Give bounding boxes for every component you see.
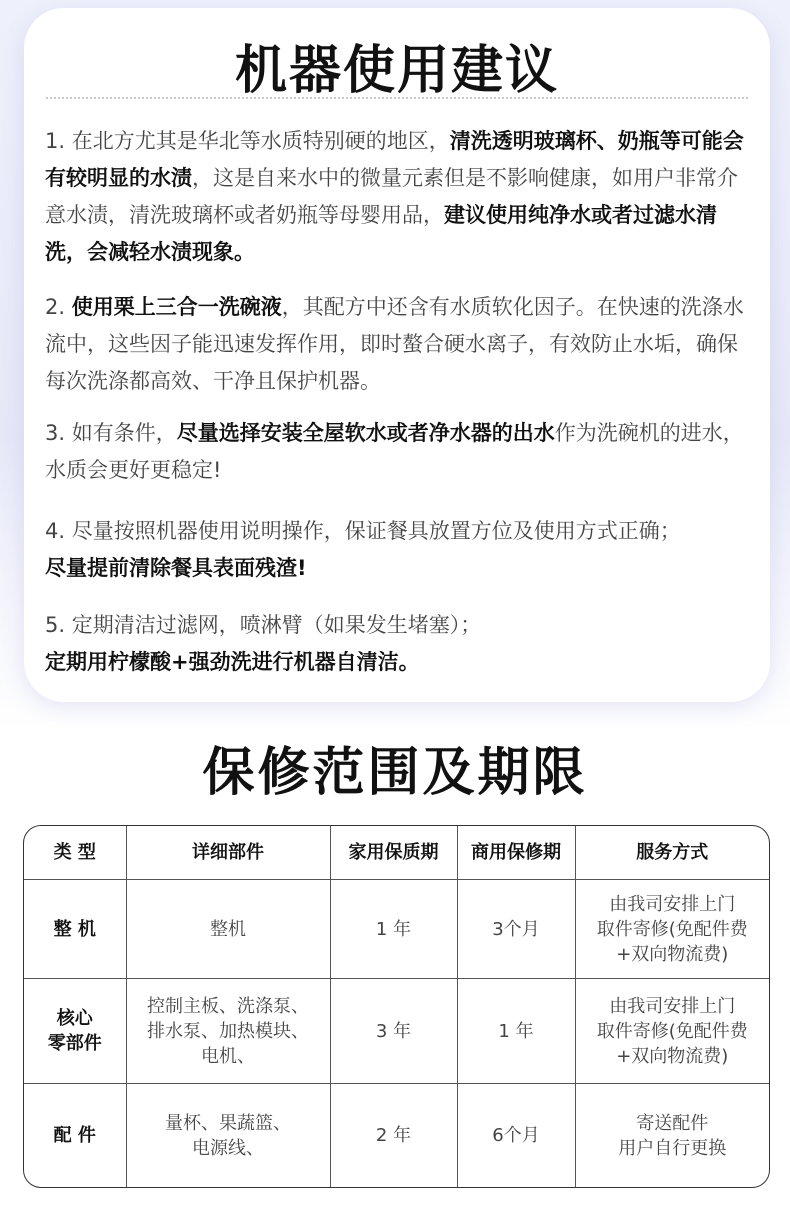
advice-item-5	[45, 607, 755, 681]
advice-text: 2.	[45, 295, 72, 319]
header-service: 服务方式	[575, 826, 769, 880]
table-row	[24, 979, 769, 1084]
dotted-divider	[46, 97, 748, 99]
cell-service: 由我司安排上门 取件寄修(免配件费 +双向物流费)	[575, 880, 769, 979]
cell-commercial-warranty: 3个月	[457, 880, 575, 979]
header-type: 类 型	[24, 826, 126, 880]
advice-text: ，其配方中还含有水质软化因子。在快速的洗涤水流中，这些因子能迅速发挥作用，即时螯合硬水离子，有效防止水垢，确保每次洗涤都高效、干净且保护机器。	[45, 295, 744, 393]
cell-type: 核心 零部件	[24, 979, 126, 1084]
advice-text: 4. 尽量按照机器使用说明操作，保证餐具放置方位及使用方式正确；	[45, 519, 681, 543]
advice-card	[24, 8, 770, 702]
cell-home-warranty: 3 年	[330, 979, 457, 1084]
advice-item-1	[45, 123, 755, 271]
advice-item-4	[45, 513, 755, 587]
advice-emphasis-text: 使用栗上三合一洗碗液	[71, 295, 282, 319]
advice-emphasis-text: 清洗透明玻璃杯、奶瓶等可能会有较明显的水渍	[45, 129, 744, 190]
advice-emphasis-text: 尽量选择安装全屋软水或者净水器的出水	[176, 421, 555, 445]
advice-emphasis-text: 尽量提前清除餐具表面残渣!	[45, 556, 307, 580]
advice-item-3	[45, 415, 755, 489]
advice-emphasis-text: 定期用柠檬酸+强劲洗进行机器自清洁。	[45, 650, 420, 674]
cell-type: 整 机	[24, 880, 126, 979]
advice-item-2	[45, 289, 755, 400]
advice-text: 作为洗碗机的进水，水质会更好更稳定!	[45, 421, 744, 482]
advice-text: 3. 如有条件，	[45, 421, 177, 445]
header-parts: 详细部件	[126, 826, 330, 880]
cell-commercial-warranty: 6个月	[457, 1084, 575, 1188]
cell-parts: 整机	[126, 880, 330, 979]
cell-home-warranty: 2 年	[330, 1084, 457, 1188]
cell-service: 寄送配件 用户自行更换	[575, 1084, 769, 1188]
header-commercial-warranty: 商用保修期	[457, 826, 575, 880]
cell-commercial-warranty: 1 年	[457, 979, 575, 1084]
table-header-row	[24, 826, 769, 880]
cell-home-warranty: 1 年	[330, 880, 457, 979]
header-home-warranty: 家用保质期	[330, 826, 457, 880]
advice-text: 5. 定期清洁过滤网，喷淋臂（如果发生堵塞）；	[45, 613, 482, 637]
advice-emphasis-text: 建议使用纯净水或者过滤水清洗，会减轻水渍现象。	[45, 203, 717, 264]
warranty-title: 保修范围及期限	[202, 743, 588, 803]
cell-parts: 控制主板、洗涤泵、 排水泵、加热模块、 电机、	[126, 979, 330, 1084]
cell-service: 由我司安排上门 取件寄修(免配件费 +双向物流费)	[575, 979, 769, 1084]
cell-parts: 量杯、果蔬篮、 电源线、	[126, 1084, 330, 1188]
table-row	[24, 880, 769, 979]
cell-type: 配 件	[24, 1084, 126, 1188]
advice-title: 机器使用建议	[234, 41, 559, 101]
advice-text: 1. 在北方尤其是华北等水质特别硬的地区，	[45, 129, 450, 153]
advice-text: ，这是自来水中的微量元素但是不影响健康，如用户非常介意水渍，清洗玻璃杯或者奶瓶等母婴用品，	[45, 166, 738, 227]
table-row	[24, 1084, 769, 1188]
warranty-table	[23, 825, 770, 1188]
